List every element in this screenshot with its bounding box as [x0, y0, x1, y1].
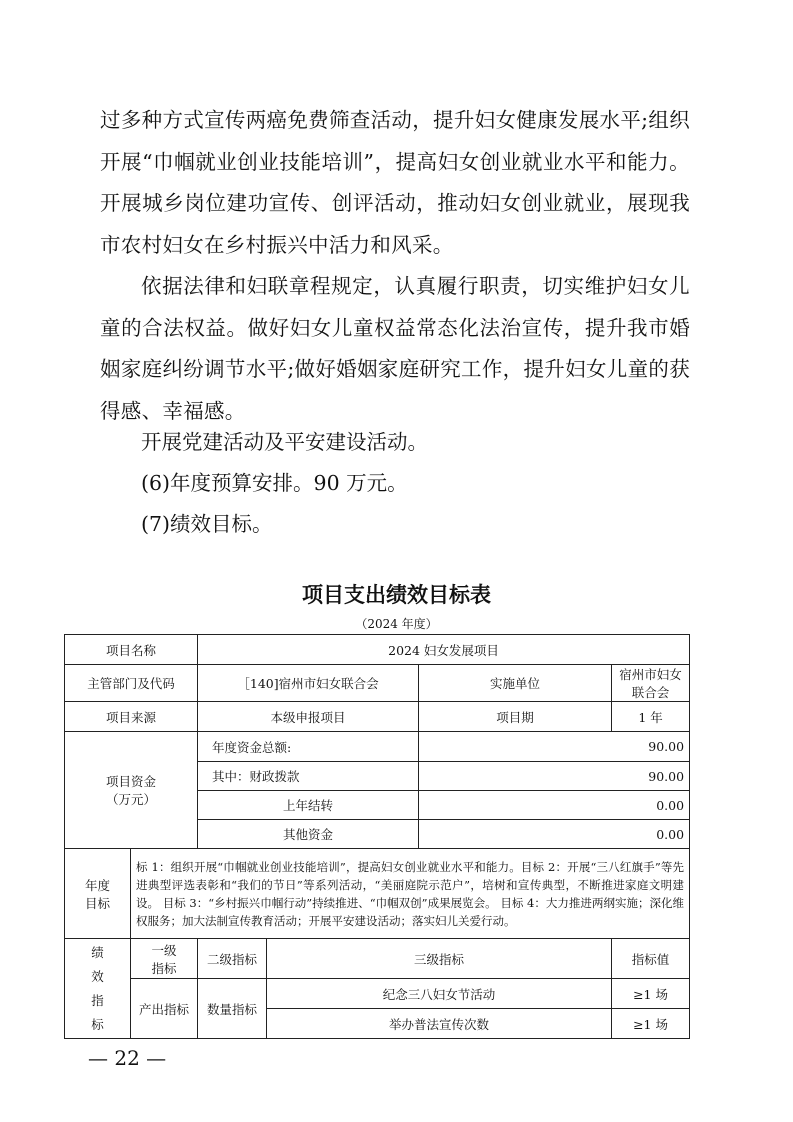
- goal-item: (7)绩效目标。: [141, 512, 273, 536]
- funds-label-line1: 项目资金: [106, 774, 157, 789]
- fund-label: 上年结转: [198, 791, 419, 820]
- period-label: 项目期: [419, 702, 612, 732]
- table-title: 项目支出绩效目标表: [302, 583, 491, 607]
- header-level1: [131, 939, 198, 979]
- annual-goal-label-line2: 目标: [84, 895, 110, 911]
- source-label: 项目来源: [65, 702, 198, 732]
- impl-label: 实施单位: [419, 665, 612, 702]
- annual-goal-text: 标 1：组织开展“巾帼就业创业技能培训”，提高妇女创业就业水平和能力。目标 2：开展“三八红旗手”等先进典型评选表彰和“我们的节日”等系列活动，“美丽庭院示范户”，培树和宣传典型，不断推进家庭文明建设。 目标 3：“乡村振兴巾帼行动”持续推进、“巾帼双创”成果展览会。 目标 4：大力推进两纲实施；深化维权服务；加大法制宣传教育活动；开展平安建设活动；落实妇儿关爱行动。: [131, 849, 690, 939]
- indicators-char: 效: [91, 968, 104, 984]
- paragraph-2: 依据法律和妇联章程规定，认真履行职责，切实维护妇女儿童的合法权益。做好妇女儿童权益常态化法治宣传，提升我市婚姻家庭纠纷调节水平;做好婚姻家庭研究工作，提升妇女儿童的获得感、幸福感。: [100, 274, 690, 423]
- fund-label: 其他资金: [198, 820, 419, 849]
- table-row: [65, 635, 690, 665]
- fund-value: 90.00: [419, 762, 690, 791]
- fund-label: 其中：财政拨款: [198, 762, 419, 791]
- header-level1-line1: 一级: [151, 942, 177, 958]
- indicators-char: 标: [91, 1016, 104, 1032]
- fund-value: 0.00: [419, 820, 690, 849]
- level3-indicator: 纪念三八妇女节活动: [267, 979, 612, 1009]
- header-value: 指标值: [612, 939, 690, 979]
- paragraph-1: 过多种方式宣传两癌免费筛查活动，提升妇女健康发展水平;组织开展“巾帼就业创业技能培训”，提高妇女创业就业水平和能力。开展城乡岗位建功宣传、创评活动，推动妇女创业就业，展现我市农村妇女在乡村振兴中活力和风采。: [100, 108, 690, 257]
- funds-label-line2: （万元）: [106, 792, 157, 807]
- funds-label: [65, 732, 198, 849]
- indicators-label: [65, 939, 131, 1039]
- fund-value: 90.00: [419, 732, 690, 762]
- table-row: [65, 939, 690, 979]
- dept-label: 主管部门及代码: [65, 665, 198, 702]
- project-name-value: 2024 妇女发展项目: [198, 635, 690, 665]
- dept-value: ［140]宿州市妇女联合会: [198, 665, 419, 702]
- header-level2: 二级指标: [198, 939, 267, 979]
- header-level1-line2: 指标: [151, 960, 177, 976]
- annual-goal-label: [65, 849, 131, 939]
- indicator-value: ≥1 场: [612, 979, 690, 1009]
- fund-label: 年度资金总额:: [198, 732, 419, 762]
- table-year: （2024 年度）: [355, 617, 438, 631]
- indicator-value: ≥1 场: [612, 1009, 690, 1039]
- performance-table: [64, 634, 690, 1039]
- fund-value: 0.00: [419, 791, 690, 820]
- impl-value: 宿州市妇女联合会: [612, 665, 690, 702]
- output-indicator-label: 产出指标: [131, 979, 198, 1039]
- indicators-char: 绩: [91, 944, 104, 960]
- header-level3: 三级指标: [267, 939, 612, 979]
- period-value: 1 年: [612, 702, 690, 732]
- budget-item: (6)年度预算安排。90 万元。: [141, 471, 408, 495]
- paragraph-3: 开展党建活动及平安建设活动。: [141, 430, 428, 454]
- quantity-indicator-label: 数量指标: [198, 979, 267, 1039]
- table-row: [65, 732, 690, 762]
- level3-indicator: 举办普法宣传次数: [267, 1009, 612, 1039]
- annual-goal-label-line1: 年度: [84, 877, 110, 893]
- source-value: 本级申报项目: [198, 702, 419, 732]
- indicators-char: 指: [91, 992, 104, 1008]
- table-row: [65, 849, 690, 939]
- table-row: [65, 979, 690, 1009]
- table-row: [65, 665, 690, 702]
- project-name-label: 项目名称: [65, 635, 198, 665]
- table-row: [65, 702, 690, 732]
- page-number: — 22 —: [88, 1046, 167, 1070]
